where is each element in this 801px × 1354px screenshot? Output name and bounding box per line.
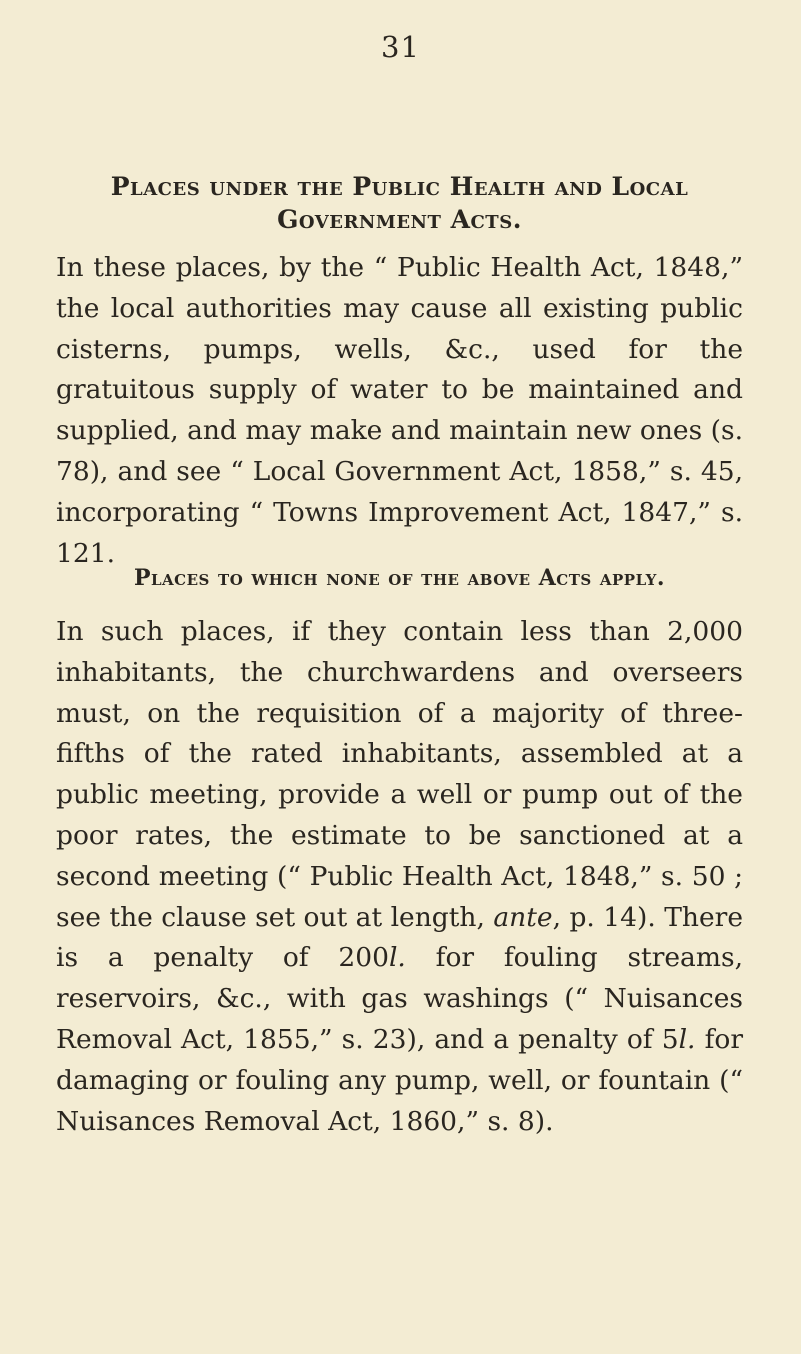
- paragraph-text-part-2: , p. 14). There is a penalty of 200: [56, 901, 743, 974]
- paragraph-text-part-4: for damaging or fouling any pump, well, or fountain (“ Nuisances Removal Act, 1860,” s. 8).: [56, 1023, 744, 1137]
- paragraph-public-health: In these places, by the “ Public Health Act, 1848,” the local authorities may cause all existing public cisterns, pumps, wells, &c., used for the gratuitous supply of water to be maintained and supplied, and may make and maintain new ones (s. 78), and see “ Local Government Act, 1858,” s. 45, incorporating “ Towns Improvement Act, 1847,” s. 121.: [56, 252, 743, 569]
- paragraph-text-part-1: In such places, if they contain less than 2,000 inhabitants, the churchwardens and overseers must, on the requisition of a majority of three-fifths of the rated inhabitants, assembled at a public meeting, provide a well or pump out of the poor rates, the estimate to be sanctioned at a second meeting (“ Public Health Act, 1848,” s. 50 ; see the clause set out at length,: [56, 616, 743, 933]
- italic-pound-symbol-1: l.: [388, 942, 406, 974]
- italic-pound-symbol-2: l.: [678, 1023, 696, 1055]
- italic-ante: ante: [493, 901, 553, 933]
- section-heading-public-health: Places under the Public Health and Local Government Acts.: [110, 172, 689, 234]
- page-number: 31: [381, 30, 420, 64]
- paragraph-text-part-3: for fouling streams, reservoirs, &c., with gas washings (“ Nuisances Removal Act, 1855,” s. 23), and a penalty of 5: [56, 942, 743, 1055]
- paragraph-no-acts-apply: [56, 612, 743, 1142]
- section-heading-no-acts-apply: Places to which none of the above Acts apply.: [133, 565, 666, 591]
